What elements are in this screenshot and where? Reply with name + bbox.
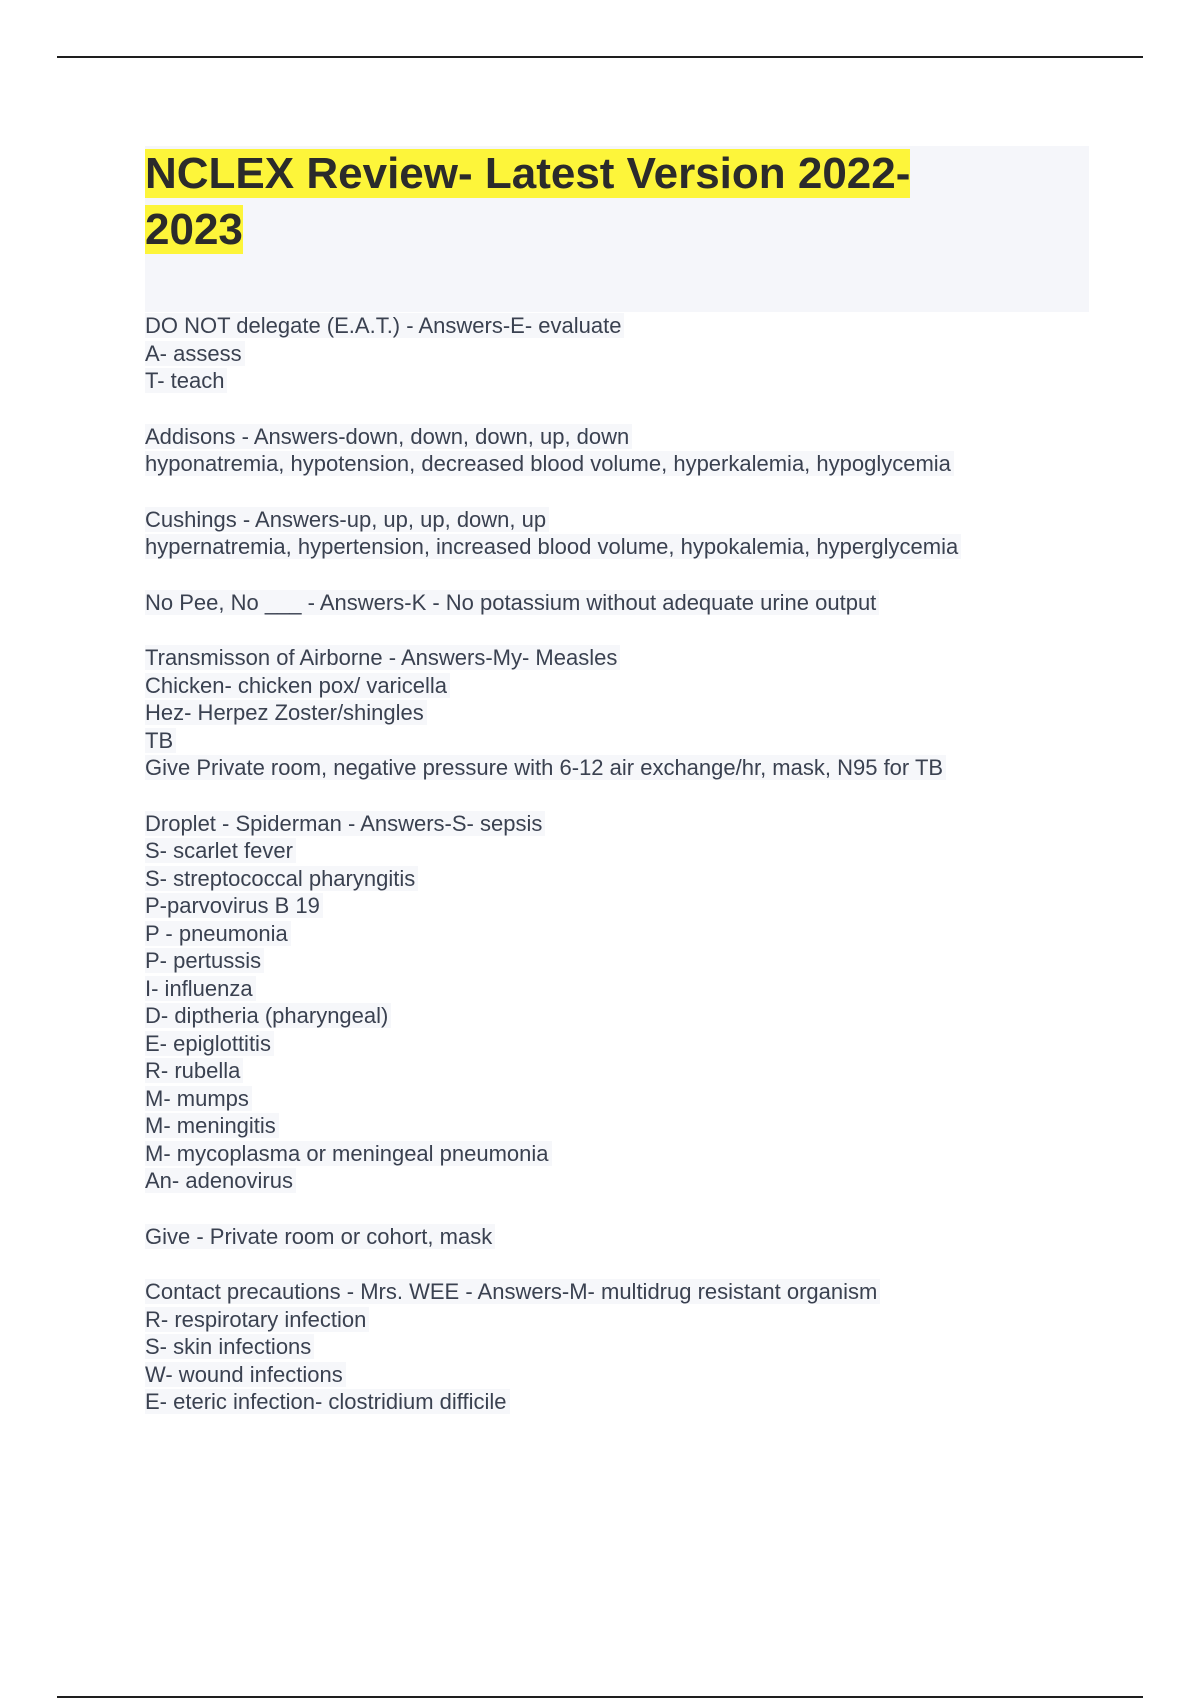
page-title xyxy=(145,146,1005,258)
text-line-content: T- teach xyxy=(145,368,227,393)
text-line-content: E- epiglottitis xyxy=(145,1031,274,1056)
text-line-content: M- meningitis xyxy=(145,1113,279,1138)
text-line-content: Hez- Herpez Zoster/shingles xyxy=(145,700,427,725)
text-line xyxy=(145,754,1105,782)
text-line-content: Chicken- chicken pox/ varicella xyxy=(145,673,450,698)
text-line xyxy=(145,367,1105,395)
bottom-rule xyxy=(57,1696,1143,1698)
text-line xyxy=(145,1140,1105,1168)
text-line-content: An- adenovirus xyxy=(145,1168,296,1193)
text-line-content: Cushings - Answers-up, up, up, down, up xyxy=(145,507,549,532)
qa-section xyxy=(145,1223,1105,1251)
text-line xyxy=(145,1002,1105,1030)
text-line xyxy=(145,1361,1105,1389)
text-line-content: Give - Private room or cohort, mask xyxy=(145,1224,495,1249)
text-line-content: P - pneumonia xyxy=(145,921,291,946)
text-line-content: P-parvovirus B 19 xyxy=(145,893,323,918)
qa-section xyxy=(145,644,1105,782)
text-line-content: R- respirotary infection xyxy=(145,1307,369,1332)
text-line xyxy=(145,533,1105,561)
text-line-content: I- influenza xyxy=(145,976,256,1001)
text-line-content: Addisons - Answers-down, down, down, up, down xyxy=(145,424,632,449)
text-line xyxy=(145,1167,1105,1195)
text-line xyxy=(145,727,1105,755)
title-highlight: NCLEX Review- Latest Version 2022-2023 xyxy=(145,149,911,254)
text-line-content: TB xyxy=(145,728,176,753)
text-line xyxy=(145,589,1105,617)
text-line xyxy=(145,312,1105,340)
text-line-content: M- mycoplasma or meningeal pneumonia xyxy=(145,1141,552,1166)
text-line-content: D- diptheria (pharyngeal) xyxy=(145,1003,391,1028)
text-line xyxy=(145,865,1105,893)
text-line xyxy=(145,506,1105,534)
text-line xyxy=(145,975,1105,1003)
text-line-content: P- pertussis xyxy=(145,948,264,973)
text-line xyxy=(145,947,1105,975)
text-line-content: No Pee, No ___ - Answers-K - No potassium without adequate urine output xyxy=(145,590,879,615)
text-line xyxy=(145,1057,1105,1085)
text-line xyxy=(145,1278,1105,1306)
qa-section xyxy=(145,589,1105,617)
text-line xyxy=(145,699,1105,727)
text-line-content: DO NOT delegate (E.A.T.) - Answers-E- evaluate xyxy=(145,313,624,338)
title-block xyxy=(145,146,1089,312)
text-line-content: hyponatremia, hypotension, decreased blood volume, hyperkalemia, hypoglycemia xyxy=(145,451,954,476)
text-line-content: Contact precautions - Mrs. WEE - Answers-M- multidrug resistant organism xyxy=(145,1279,880,1304)
text-line-content: S- skin infections xyxy=(145,1334,314,1359)
text-line-content: Droplet - Spiderman - Answers-S- sepsis xyxy=(145,811,545,836)
text-line xyxy=(145,1030,1105,1058)
text-line-content: S- scarlet fever xyxy=(145,838,296,863)
text-line-content: R- rubella xyxy=(145,1058,243,1083)
text-line-content: S- streptococcal pharyngitis xyxy=(145,866,418,891)
text-line-content: E- eteric infection- clostridium difficile xyxy=(145,1389,510,1414)
text-line-content: A- assess xyxy=(145,341,245,366)
top-rule xyxy=(57,56,1143,58)
text-line xyxy=(145,1333,1105,1361)
text-line xyxy=(145,450,1105,478)
text-line xyxy=(145,644,1105,672)
document-body xyxy=(145,312,1105,1444)
text-line xyxy=(145,1306,1105,1334)
text-line-content: W- wound infections xyxy=(145,1362,346,1387)
text-line xyxy=(145,1223,1105,1251)
text-line xyxy=(145,1388,1105,1416)
qa-section xyxy=(145,312,1105,395)
qa-section xyxy=(145,810,1105,1195)
text-line xyxy=(145,920,1105,948)
qa-section xyxy=(145,423,1105,478)
qa-section xyxy=(145,1278,1105,1416)
text-line-content: M- mumps xyxy=(145,1086,252,1111)
text-line xyxy=(145,837,1105,865)
text-line xyxy=(145,1085,1105,1113)
text-line xyxy=(145,423,1105,451)
text-line xyxy=(145,340,1105,368)
text-line-content: hypernatremia, hypertension, increased blood volume, hypokalemia, hyperglycemia xyxy=(145,534,961,559)
text-line-content: Transmisson of Airborne - Answers-My- Measles xyxy=(145,645,620,670)
text-line-content: Give Private room, negative pressure with 6-12 air exchange/hr, mask, N95 for TB xyxy=(145,755,946,780)
qa-section xyxy=(145,506,1105,561)
text-line xyxy=(145,1112,1105,1140)
text-line xyxy=(145,892,1105,920)
text-line xyxy=(145,810,1105,838)
text-line xyxy=(145,672,1105,700)
